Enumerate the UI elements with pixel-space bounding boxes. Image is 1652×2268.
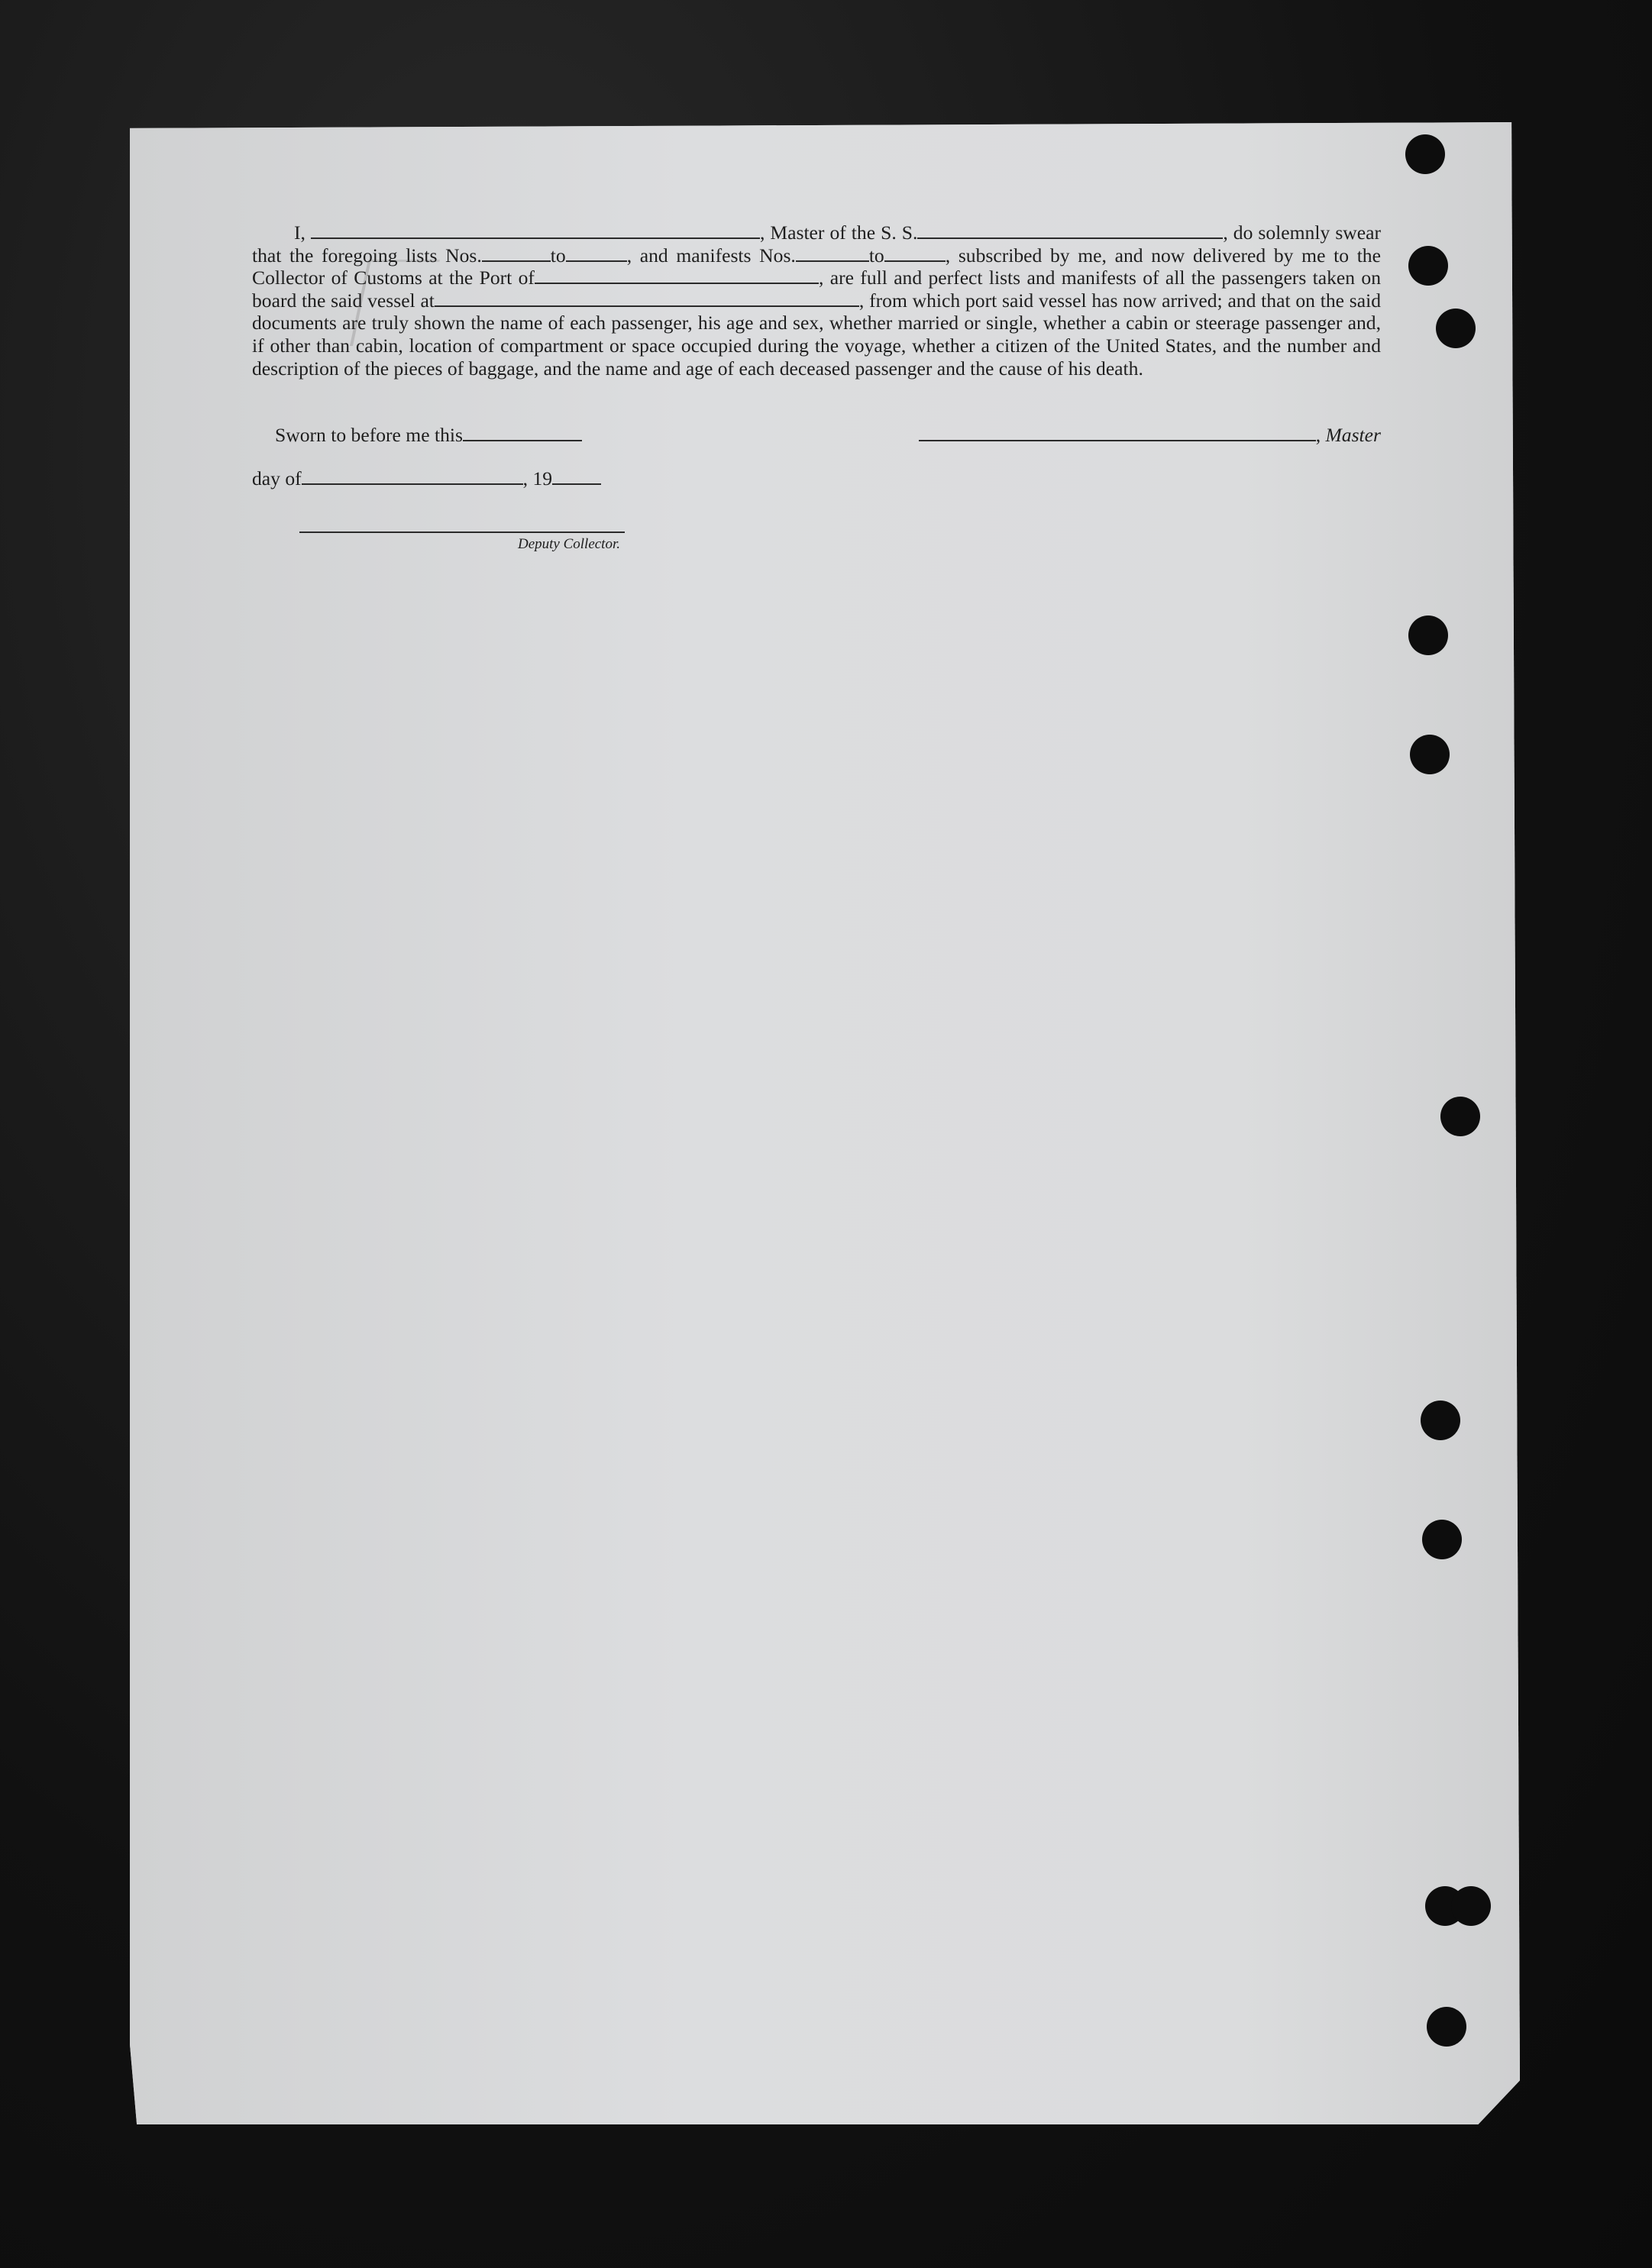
oath-text: delivered by me to the Collector of Customs at the Port of — [252, 244, 1381, 289]
oath-text: swear that the foregoing lists Nos. — [252, 221, 1381, 267]
master-suffix: , — [1315, 424, 1326, 446]
oath-paragraph — [252, 221, 1381, 380]
oath-text: , subscribed by me, and now — [945, 244, 1185, 267]
blank-list-to — [566, 247, 627, 262]
blank-embarkation-port — [435, 292, 859, 307]
document-page — [130, 122, 1520, 2124]
blank-year — [552, 470, 601, 485]
blank-manifest-from — [796, 247, 869, 262]
oath-text: manifests of all the passengers taken on board the said vessel at — [252, 267, 1382, 312]
oath-text: , and manifests Nos. — [626, 244, 796, 267]
master-signature — [919, 424, 1381, 447]
oath-text: , from which — [858, 289, 961, 312]
blank-vessel-name — [917, 224, 1223, 239]
blank-master-signature — [919, 426, 1316, 441]
oath-text: , Master of the S. S. — [759, 221, 918, 244]
oath-text: I, — [294, 221, 306, 244]
oath-text: , are full and perfect lists and — [818, 267, 1056, 289]
sworn-line — [275, 424, 582, 447]
punch-hole — [1408, 246, 1448, 286]
master-label: Master — [1325, 424, 1381, 446]
blank-port — [535, 269, 819, 284]
oath-text: , do solemnly — [1223, 221, 1330, 244]
deputy-signature-line — [299, 531, 625, 533]
punch-hole — [1408, 615, 1448, 655]
punch-hole — [1427, 2007, 1466, 2047]
punch-hole — [1410, 735, 1450, 774]
blank-sworn-day — [463, 426, 582, 441]
oath-text: to — [550, 244, 566, 267]
date-line — [252, 467, 601, 490]
signature-row — [252, 424, 1381, 454]
oath-text: to — [868, 244, 884, 267]
day-label: day of — [252, 467, 302, 489]
punch-hole — [1436, 309, 1476, 348]
punch-hole — [1451, 1886, 1491, 1926]
blank-master-name — [311, 224, 760, 239]
year-prefix: , 19 — [522, 467, 553, 489]
punch-hole — [1405, 134, 1445, 174]
deputy-collector-label: Deputy Collector. — [517, 536, 620, 552]
punch-hole — [1422, 1520, 1462, 1559]
blank-manifest-to — [884, 247, 946, 262]
blank-month — [302, 470, 523, 485]
blank-list-from — [482, 247, 551, 262]
oath-text: port said vessel has now arrived; and that on the said documents are truly shown the name of each passenger, his age and sex, whether married or single, whether a cabin or steerage passenger and, if other than cabin, location of compartment or space occupied during the voyage, whether a citizen of the United States, and the number and description of the pieces of baggage, and the name and age of each deceased passenger and the cause of his death. — [252, 289, 1381, 380]
punch-hole — [1440, 1097, 1480, 1136]
punch-hole — [1421, 1401, 1460, 1440]
sworn-label: Sworn to before me this — [275, 424, 463, 446]
